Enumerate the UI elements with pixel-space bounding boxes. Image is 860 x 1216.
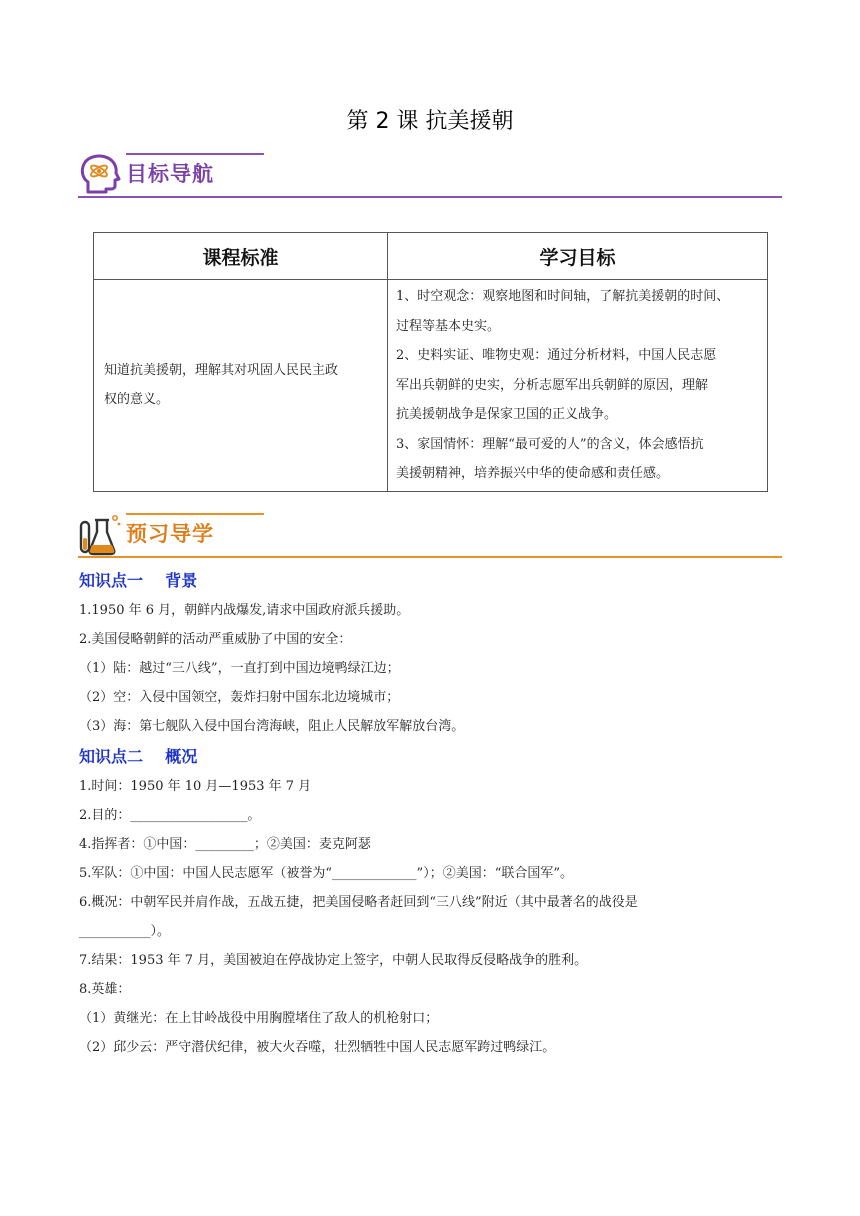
header-learning-goals: 学习目标 [388, 233, 768, 280]
goal-line: 3、家国情怀：理解“最可爱的人”的含义，体会感悟抗 [396, 436, 704, 452]
section-header-goal-navigation [78, 152, 782, 198]
text-line: 2.美国侵略朝鲜的活动严重威胁了中国的安全： [79, 632, 352, 647]
section-divider [78, 556, 782, 558]
fill-blank-line: ___________）。 [79, 924, 171, 939]
section-header-label: 目标导航 [126, 162, 214, 186]
head-atom-icon [78, 152, 122, 196]
table-header-row [94, 233, 768, 280]
standard-line: 权的意义。 [104, 392, 170, 408]
header-course-standard: 课程标准 [94, 233, 388, 280]
standard-line: 知道抗美援朝，理解其对巩固人民民主政 [104, 362, 339, 378]
section-header-accent-line [126, 513, 264, 515]
section-header-accent-line [126, 153, 264, 155]
goal-line: 美援朝精神，培养振兴中华的使命感和责任感。 [396, 466, 670, 481]
fill-blank-line: 2.目的：__________________。 [79, 808, 261, 823]
goal-line: 军出兵朝鲜的史实，分析志愿军出兵朝鲜的原因，理解 [396, 377, 709, 393]
fill-blank-line: 4.指挥者：①中国：_________；②美国：麦克阿瑟 [79, 837, 371, 852]
text-line: 1.时间：1950 年 10 月—1953 年 7 月 [79, 779, 312, 794]
text-line: 1.1950 年 6 月，朝鲜内战爆发,请求中国政府派兵援助。 [79, 603, 410, 618]
goal-line: 2、史料实证、唯物史观：通过分析材料，中国人民志愿 [396, 348, 717, 363]
learning-goals-cell [388, 280, 768, 492]
text-line: （2）邱少云：严守潜伏纪律，被大火吞噬，壮烈牺牲中国人民志愿军跨过鸭绿江。 [79, 1040, 556, 1055]
knowledge-point-heading: 知识点二 概况 [79, 747, 198, 766]
knowledge-point-heading: 知识点一 背景 [79, 571, 198, 590]
goal-line: 过程等基本史实。 [396, 318, 501, 334]
section-header-preview-study [78, 512, 782, 558]
course-standard-cell [94, 280, 388, 492]
text-line: （2）空：入侵中国领空，轰炸扫射中国东北边境城市； [79, 690, 400, 705]
text-line: （1）陆：越过“三八线”，一直打到中国边境鸭绿江边； [79, 661, 400, 676]
section-divider [78, 196, 782, 198]
goal-line: 1、时空观念：观察地图和时间轴，了解抗美援朝的时间、 [396, 289, 730, 304]
lab-flask-icon [78, 512, 122, 556]
fill-blank-line: 5.军队：①中国：中国人民志愿军（被誉为“_____________”）；②美国：“联合国军”。 [79, 866, 573, 881]
lesson-title: 第 2 课 抗美援朝 [346, 109, 514, 134]
text-line: 8.英雄： [79, 982, 131, 997]
section-header-label: 预习导学 [126, 522, 214, 546]
goal-line: 抗美援朝战争是保家卫国的正义战争。 [396, 407, 618, 422]
text-line: （1）黄继光：在上甘岭战役中用胸膛堵住了敌人的机枪射口； [79, 1011, 439, 1026]
table-row [94, 280, 768, 492]
knowledge-content [79, 566, 781, 1062]
text-line: 7.结果：1953 年 7 月，美国被迫在停战协定上签字，中朝人民取得反侵略战争的胜利。 [79, 953, 588, 968]
course-goals-table [93, 232, 768, 492]
text-line: 6.概况：中朝军民并肩作战，五战五捷，把美国侵略者赶回到“三八线”附近（其中最著名的战役是 [79, 895, 638, 910]
text-line: （3）海：第七舰队入侵中国台湾海峡，阻止人民解放军解放台湾。 [79, 719, 465, 734]
